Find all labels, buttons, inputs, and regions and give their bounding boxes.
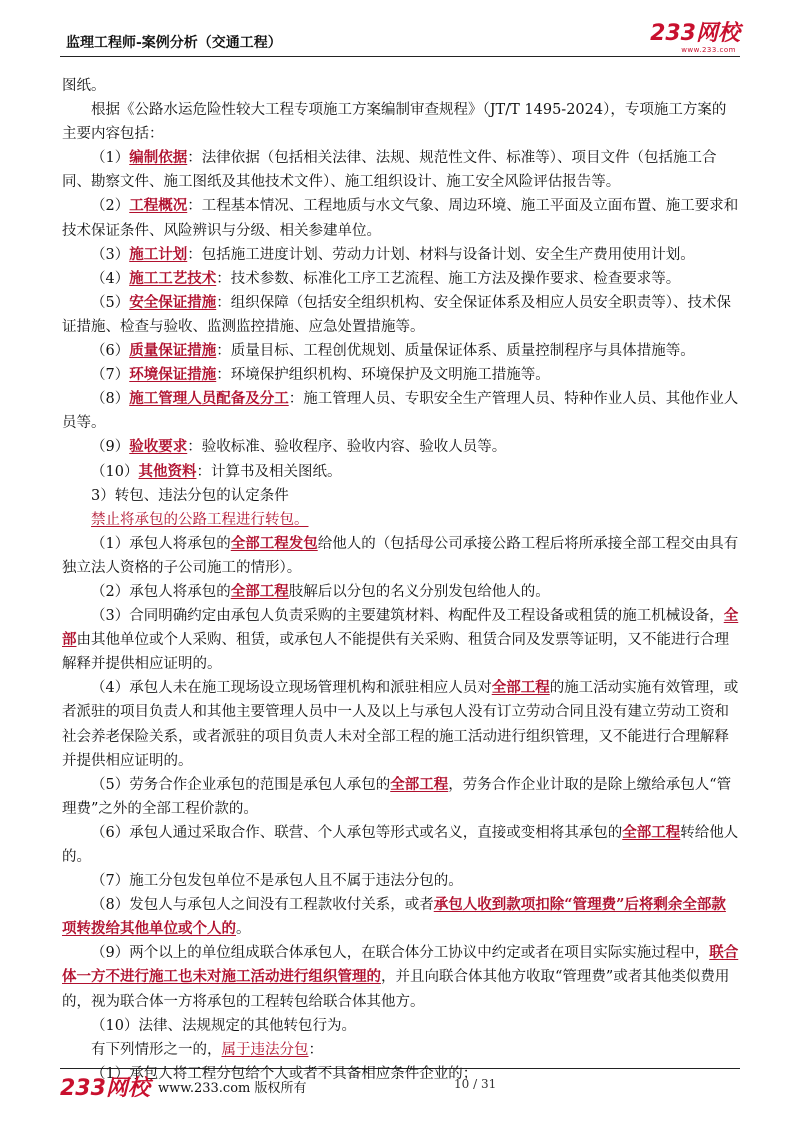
emphasis: 全部工程	[491, 679, 550, 697]
item-keyword: 安全保证措施	[129, 293, 217, 311]
emphasis: 全部工程发包	[230, 534, 318, 552]
list-item: （10）其他资料：计算书及相关图纸。	[91, 462, 342, 480]
list-item: （8）施工管理人员配备及分工：施工管理人员、专职安全生产管理人员、特种作业人员、其他作业人员等。	[62, 390, 739, 432]
footer-logo: 233网校	[60, 1076, 150, 1101]
item-keyword: 施工计划	[129, 245, 188, 263]
transfer-item-10: （10）法律、法规规定的其他转包行为。	[91, 1017, 356, 1034]
page-footer	[60, 1068, 740, 1101]
footer-copyright: www.233.com 版权所有	[158, 1081, 307, 1096]
item-keyword: 施工工艺技术	[129, 269, 217, 287]
header-title: 监理工程师-案例分析（交通工程）	[66, 35, 282, 51]
emphasis: 联合体一方不进行施工也未对施工活动进行组织管理的	[62, 944, 739, 986]
emphasis: 全部	[62, 607, 739, 649]
item-keyword: 环境保证措施	[129, 366, 217, 384]
transfer-item-8: （8）发包人与承包人之间没有工程款收付关系，或者承包人收到款项扣除“管理费”后将剩余全部款项转拨给其他单位或个人的。	[62, 896, 726, 938]
list-item: （9）验收要求：验收标准、验收程序、验收内容、验收人员等。	[91, 438, 507, 456]
logo-text: 233网校	[650, 21, 740, 46]
logo-url: www.233.com	[681, 46, 736, 54]
list-item: （6）质量保证措施：质量目标、工程创优规划、质量保证体系、质量控制程序与具体措施等。	[91, 342, 695, 360]
emphasis: 全部工程	[230, 582, 289, 600]
illegal-subcontract-intro: 有下列情形之一的，属于违法分包：	[91, 1041, 323, 1058]
page-header	[60, 22, 740, 57]
list-item: （7）环境保证措施：环境保护组织机构、环境保护及文明施工措施等。	[91, 366, 550, 384]
transfer-item-5: （5）劳务合作企业承包的范围是承包人承包的全部工程，劳务合作企业计取的是除上缴给承包人“管理费”之外的全部工程价款的。	[62, 775, 732, 817]
emphasis: 全部工程	[390, 775, 449, 793]
item-keyword: 工程概况	[129, 197, 188, 215]
document-body	[62, 74, 740, 1086]
item-keyword: 质量保证措施	[129, 342, 217, 360]
list-item: （2）工程概况：工程基本情况、工程地质与水文气象、周边环境、施工平面及立面布置、施工要求和技术保证条件、风险辨识与分级、相关参建单位。	[62, 197, 739, 239]
transfer-item-7: （7）施工分包发包单位不是承包人且不属于违法分包的。	[91, 873, 463, 890]
item-keyword: 其他资料	[138, 462, 197, 480]
item-keyword: 编制依据	[129, 149, 188, 167]
list-item: （3）施工计划：包括施工进度计划、劳动力计划、材料与设备计划、安全生产费用使用计划。	[91, 245, 695, 263]
list-item: （5）安全保证措施：组织保障（包括安全组织机构、安全保证体系及相应人员安全职责等）、技术保证措施、检查与验收、监测监控措施、应急处置措施等。	[62, 293, 731, 335]
emphasis: 承包人收到款项扣除“管理费”后将剩余全部款项转拨给其他单位或个人的	[62, 896, 726, 938]
item-keyword: 验收要求	[129, 438, 188, 456]
transfer-item-3: （3）合同明确约定由承包人负责采购的主要建筑材料、构配件及工程设备或租赁的施工机械设备，全部由其他单位或个人采购、租赁，或承包人不能提供有关采购、租赁合同及发票等证明，又不能进行合理解释并提供相应证明的。	[62, 607, 739, 673]
transfer-item-9: （9）两个以上的单位组成联合体承包人，在联合体分工协议中约定或者在项目实际实施过程中，联合体一方不进行施工也未对施工活动进行组织管理的，并且向联合体其他方收取“管理费”或者其他类似费用的，视为联合体一方将承包的工程转包给联合体其他方。	[62, 944, 739, 1010]
transfer-item-6: （6）承包人通过采取合作、联营、个人承包等形式或名义，直接或变相将其承包的全部工程转给他人的。	[62, 823, 739, 865]
transfer-item-1: （1）承包人将承包的全部工程发包给他人的（包括母公司承接公路工程后将所承接全部工程交由具有独立法人资格的子公司施工的情形）。	[62, 534, 739, 576]
prohibit-text: 禁止将承包的公路工程进行转包。	[91, 511, 309, 528]
list-item: （1）编制依据：法律依据（包括相关法律、法规、规范性文件、标准等）、项目文件（包括施工合同、勘察文件、施工图纸及其他技术文件）、施工组织设计、施工安全风险评估报告等。	[62, 149, 717, 191]
prohibit-note	[62, 508, 740, 532]
emphasis: 全部工程	[622, 823, 681, 841]
content-items-list	[62, 146, 740, 483]
emphasis: 属于违法分包	[221, 1041, 309, 1058]
transfer-item-2: （2）承包人将承包的全部工程肢解后以分包的名义分别发包给他人的。	[91, 582, 550, 600]
item-keyword: 施工管理人员配备及分工	[129, 390, 289, 408]
paragraph: 图纸。	[62, 78, 106, 94]
transfer-item-4: （4）承包人未在施工现场设立现场管理机构和派驻相应人员对全部工程的施工活动实施有效管理，或者派驻的项目负责人和其他主要管理人员中一人及以上与承包人没有订立劳动合同且没有建立劳动工资和社会养老保险关系，或者派驻的项目负责人未对全部工程的施工活动进行组织管理，又不能进行合理解释并提供相应证明的。	[62, 679, 739, 769]
brand-logo	[650, 22, 740, 54]
paragraph-intro: 根据《公路水运危险性较大工程专项施工方案编制审查规程》（JT/T 1495-2024），专项施工方案的主要内容包括：	[62, 102, 727, 143]
section-heading: 3）转包、违法分包的认定条件	[91, 487, 289, 504]
illegal-item-1: （1）承包人将工程分包给个人或者不具备相应条件企业的；	[91, 1065, 478, 1082]
page-number: 10 / 31	[454, 1077, 497, 1091]
list-item: （4）施工工艺技术：技术参数、标准化工序工艺流程、施工方法及操作要求、检查要求等。	[91, 269, 681, 287]
